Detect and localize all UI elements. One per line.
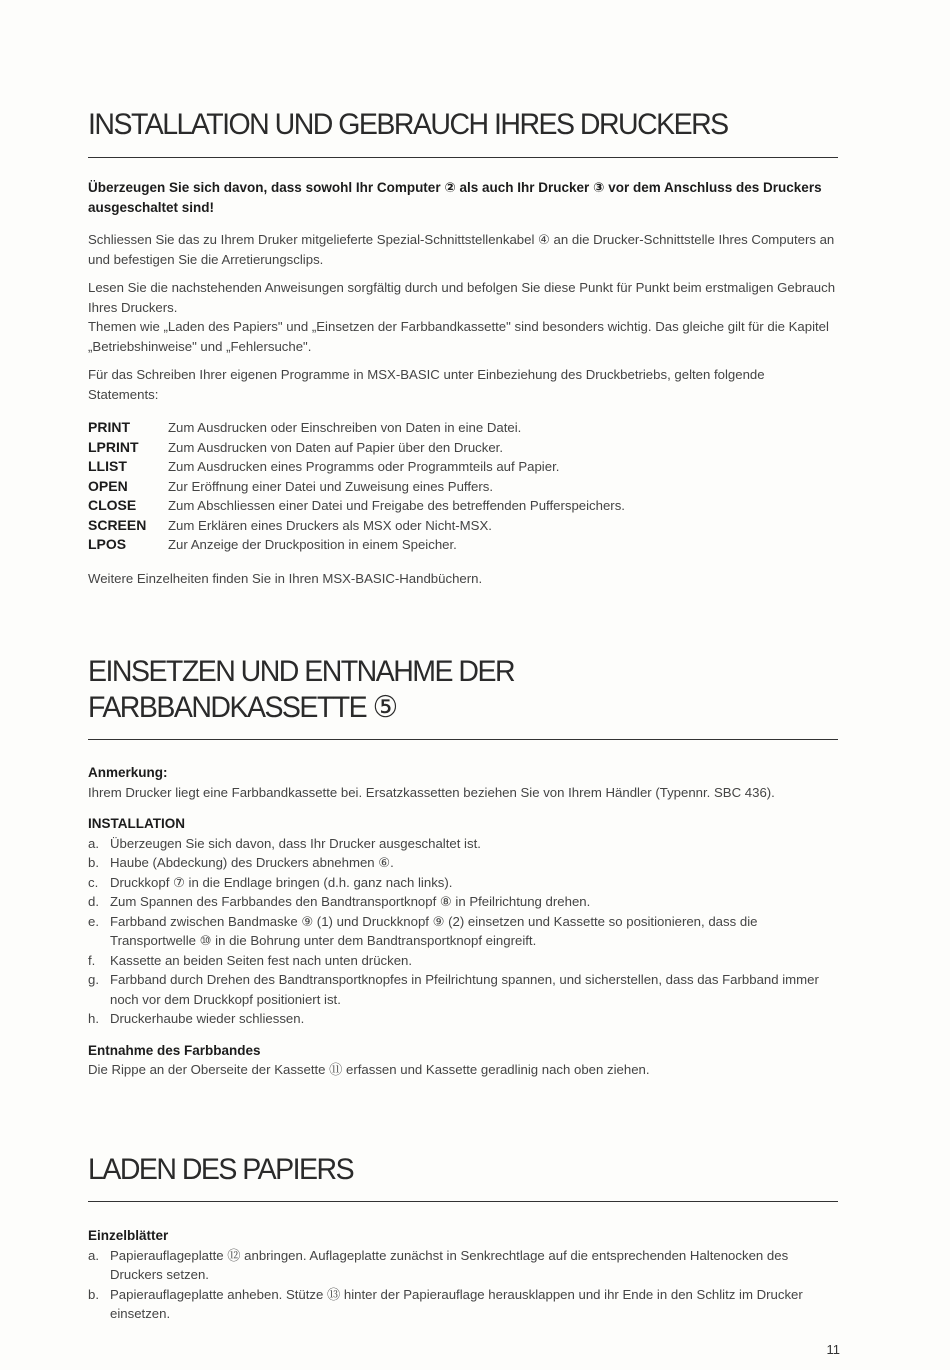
list-item-text: Druckkopf ⑦ in die Endlage bringen (d.h. ganz nach links). xyxy=(110,874,453,890)
list-item-letter: e. xyxy=(88,913,99,929)
section-divider xyxy=(88,157,838,158)
statement-keyword: OPEN xyxy=(88,477,128,494)
statement-keyword: CLOSE xyxy=(88,497,137,513)
list-item-text: Papierauflageplatte anheben. Stütze ⑬ hinter der Papierauflage herausklappen und ihr Ende in den Schlitz im Drucker einsetzen. xyxy=(110,1286,803,1321)
installation-steps-list xyxy=(88,834,838,1029)
list-item xyxy=(88,873,838,893)
statement-keyword: LPRINT xyxy=(88,438,139,455)
statement-row xyxy=(88,516,625,536)
list-item-text: Farbband durch Drehen des Bandtransportknopfes in Pfeilrichtung spannen, und sicherstellen, dass das Farbband immer noch vor dem Druckkopf positioniert ist. xyxy=(110,972,819,1007)
list-item-letter: a. xyxy=(88,835,99,851)
statement-keyword: PRINT xyxy=(88,419,130,435)
paragraph-more-details: Weitere Einzelheiten finden Sie in Ihren MSX-BASIC-Handbüchern. xyxy=(88,570,483,586)
list-item-letter: a. xyxy=(88,1247,99,1263)
section-installation-body xyxy=(88,178,838,588)
list-item-text: Farbband zwischen Bandmaske ⑨ (1) und Druckknopf ⑨ (2) einsetzen und Kassette so positionieren, dass die Transportwelle ⑩ in die Bohrung unter dem Bandtransportknopf eingreift. xyxy=(110,913,758,948)
list-item xyxy=(88,912,838,951)
statement-row xyxy=(88,496,625,516)
note-text: Ihrem Drucker liegt eine Farbbandkassette bei. Ersatzkassetten beziehen Sie von Ihrem Händler (Typennr. SBC 436). xyxy=(88,784,775,800)
statement-keyword: SCREEN xyxy=(88,516,147,533)
section-paper-body xyxy=(88,1226,838,1324)
section-divider xyxy=(88,739,838,740)
removal-text: Die Rippe an der Oberseite der Kassette ⑪ erfassen und Kassette geradlinig nach oben ziehen. xyxy=(88,1062,650,1077)
list-item-letter: g. xyxy=(88,972,99,987)
section-divider xyxy=(88,1201,838,1202)
section-ribbon-body xyxy=(88,763,838,1080)
list-item xyxy=(88,1009,838,1029)
removal-heading: Entnahme des Farbbandes xyxy=(88,1042,261,1058)
section-title-ribbon-line1: EINSETZEN UND ENTNAHME DER xyxy=(88,655,515,688)
list-item-letter: c. xyxy=(88,874,99,890)
section-title-installation: INSTALLATION UND GEBRAUCH IHRES DRUCKERS xyxy=(88,108,728,141)
statement-row xyxy=(88,457,625,477)
statement-description: Zur Anzeige der Druckposition in einem Speicher. xyxy=(168,537,457,552)
list-item xyxy=(88,970,838,1009)
list-item-letter: d. xyxy=(88,894,99,909)
list-item xyxy=(88,951,838,971)
note-heading: Anmerkung: xyxy=(88,765,168,780)
section-title-paper: LADEN DES PAPIERS xyxy=(88,1153,354,1186)
statement-keyword: LPOS xyxy=(88,536,127,552)
statement-description: Zum Ausdrucken eines Programms oder Programmteils auf Papier. xyxy=(168,459,560,474)
warning-text: Überzeugen Sie sich davon, dass sowohl Ihr Computer ② als auch Ihr Drucker ③ vor dem Anschluss des Druckers ausgeschaltet sind! xyxy=(88,180,822,215)
list-item-text: Papierauflageplatte ⑫ anbringen. Auflageplatte zunächst in Senkrechtlage auf die entsprechenden Haltenocken des Druckers setzen. xyxy=(110,1247,789,1282)
statement-description: Zum Abschliessen einer Datei und Freigabe des betreffenden Pufferspeichers. xyxy=(168,498,625,513)
list-item xyxy=(88,853,838,873)
paper-steps-list xyxy=(88,1246,838,1324)
statement-row xyxy=(88,418,625,438)
statement-description: Zum Ausdrucken oder Einschreiben von Daten in eine Datei. xyxy=(168,420,522,435)
list-item-letter: b. xyxy=(88,855,99,870)
statement-description: Zum Ausdrucken von Daten auf Papier über den Drucker. xyxy=(168,439,503,455)
list-item xyxy=(88,1246,838,1285)
paragraph-cable: Schliessen Sie das zu Ihrem Druker mitgelieferte Spezial-Schnittstellenkabel ④ an die Drucker-Schnittstelle Ihres Computers an und befestigen Sie die Arretierungsclips. xyxy=(88,232,835,267)
paragraph-topics: Themen wie „Laden des Papiers" und „Einsetzen der Farbbandkassette" sind besonders wichtig. Das gleiche gilt für die Kapitel „Betriebshinweise" und „Fehlersuche". xyxy=(88,319,829,354)
list-item-text: Zum Spannen des Farbbandes den Bandtransportknopf ⑧ in Pfeilrichtung drehen. xyxy=(110,894,591,909)
section-title-ribbon-line2: FARBBANDKASSETTE ⑤ xyxy=(88,691,397,724)
statement-description: Zum Erklären eines Druckers als MSX oder Nicht-MSX. xyxy=(168,517,492,533)
page-number: 11 xyxy=(826,1342,840,1357)
list-item-text: Überzeugen Sie sich davon, dass Ihr Drucker ausgeschaltet ist. xyxy=(110,835,481,851)
statement-description: Zur Eröffnung einer Datei und Zuweisung eines Puffers. xyxy=(168,478,493,494)
statement-row xyxy=(88,535,625,555)
single-sheets-heading: Einzelblätter xyxy=(88,1228,169,1243)
paragraph-instructions: Lesen Sie die nachstehenden Anweisungen sorgfältig durch und befolgen Sie diese Punkt für Punkt beim erstmaligen Gebrauch Ihres Druckers. xyxy=(88,280,836,315)
list-item-text: Kassette an beiden Seiten fest nach unten drücken. xyxy=(110,952,413,968)
statement-row xyxy=(88,477,625,497)
list-item-letter: h. xyxy=(88,1011,99,1026)
list-item-text: Haube (Abdeckung) des Druckers abnehmen ⑥. xyxy=(110,855,394,870)
installation-heading: INSTALLATION xyxy=(88,816,185,831)
list-item xyxy=(88,834,838,854)
list-item-text: Druckerhaube wieder schliessen. xyxy=(110,1011,305,1026)
statement-row xyxy=(88,438,625,458)
list-item xyxy=(88,892,838,912)
list-item-letter: b. xyxy=(88,1286,99,1302)
paragraph-statements-intro: Für das Schreiben Ihrer eigenen Programme in MSX-BASIC unter Einbeziehung des Druckbetriebs, gelten folgende Statements: xyxy=(88,367,765,402)
statement-keyword: LLIST xyxy=(88,458,127,474)
statements-table xyxy=(88,418,625,555)
list-item-letter: f. xyxy=(88,952,96,968)
list-item xyxy=(88,1285,838,1324)
